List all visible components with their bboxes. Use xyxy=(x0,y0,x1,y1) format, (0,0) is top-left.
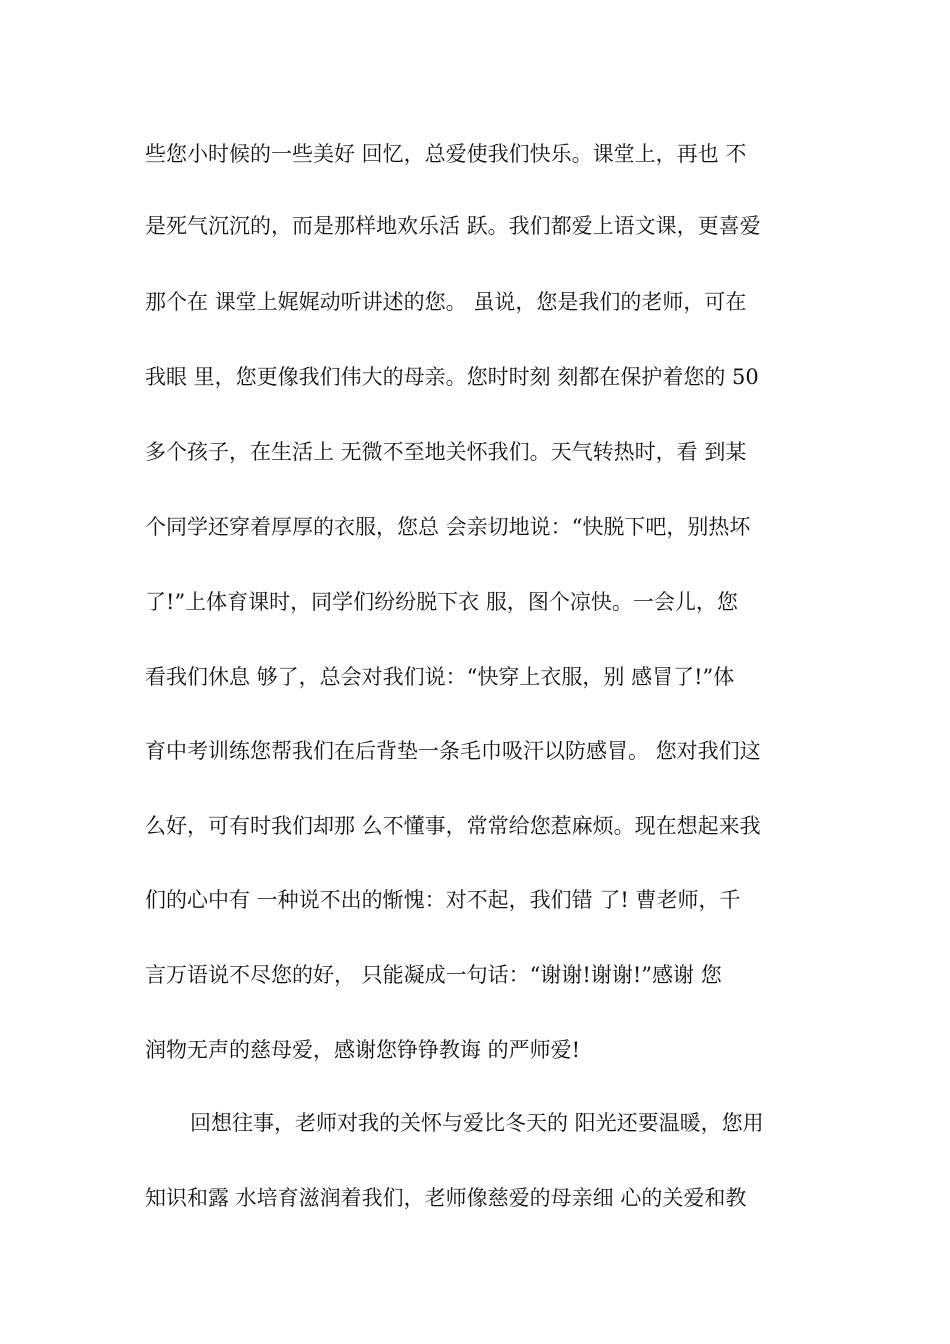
text-line-12: 言万语说不尽您的好， 只能凝成一句话：“谢谢!谢谢!”感谢 您 xyxy=(145,963,722,987)
text-line-8: 看我们休息 够了，总会对我们说：“快穿上衣服，别 感冒了!”体 xyxy=(145,665,735,689)
text-line-1: 些您小时候的一些美好 回忆，总爱使我们快乐。课堂上，再也 不 xyxy=(145,142,747,166)
text-line-10: 么好，可有时我们却那 么不懂事，常常给您惹麻烦。现在想起来我 xyxy=(145,814,761,838)
text-line-4: 我眼 里，您更像我们伟大的母亲。您时时刻 刻都在保护着您的 50 xyxy=(145,365,759,389)
text-line-6: 个同学还穿着厚厚的衣服，您总 会亲切地说：“快脱下吧，别热坏 xyxy=(145,515,751,539)
text-line-5: 多个孩子，在生活上 无微不至地关怀我们。天气转热时，看 到某 xyxy=(145,440,747,464)
text-line-2: 是死气沉沉的，而是那样地欢乐活 跃。我们都爱上语文课，更喜爱 xyxy=(145,214,761,238)
text-line-9: 育中考训练您帮我们在后背垫一条毛巾吸汗以防感冒。 您对我们这 xyxy=(145,739,761,763)
text-line-11: 们的心中有 一种说不出的惭愧：对不起，我们错 了! 曹老师，千 xyxy=(145,888,741,912)
text-line-15: 知识和露 水培育滋润着我们，老师像慈爱的母亲细 心的关爱和教 xyxy=(145,1186,747,1210)
text-line-14: 回想往事，老师对我的关怀与爱比冬天的 阳光还要温暖，您用 xyxy=(190,1111,764,1135)
text-line-13: 润物无声的慈母爱，感谢您铮铮教诲 的严师爱! xyxy=(145,1038,581,1062)
text-line-3: 那个在 课堂上娓娓动听讲述的您。 虽说，您是我们的老师，可在 xyxy=(145,290,747,314)
text-line-7: 了!”上体育课时，同学们纷纷脱下衣 服，图个凉快。一会儿，您 xyxy=(145,590,738,614)
